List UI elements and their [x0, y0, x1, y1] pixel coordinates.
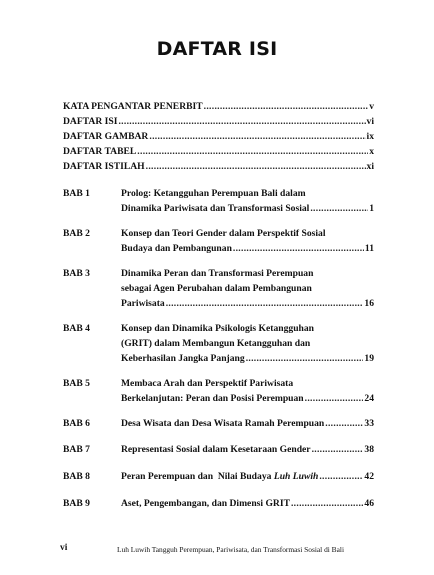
chapter-number: BAB 5 [63, 378, 90, 389]
dot-leader [233, 243, 364, 254]
entry-page: x [369, 146, 374, 157]
entry-label: DAFTAR TABEL [63, 146, 137, 157]
chapter-page: 1 [369, 203, 374, 214]
chapter-title-line: Peran Perempuan dan Nilai Budaya [121, 471, 272, 482]
dot-leader [291, 498, 363, 509]
entry-label: DAFTAR ISI [63, 116, 118, 127]
entry-page: vi [366, 116, 374, 127]
chapter-last-line [121, 353, 374, 364]
chapter-title-line: Desa Wisata dan Desa Wisata Ramah Perempuan [121, 418, 325, 429]
footer-page-number: vi [60, 543, 68, 553]
toc-entry-daftar-tabel[interactable] [63, 146, 374, 157]
chapter-page: 33 [364, 418, 374, 429]
entry-page: ix [366, 131, 374, 142]
chapter-page: 19 [364, 353, 374, 364]
chapter-number: BAB 6 [63, 418, 90, 429]
chapter-title-line: sebagai Agen Perubahan dalam Pembangunan [121, 283, 312, 294]
chapter-title-line: Konsep dan Dinamika Psikologis Ketangguhan [121, 323, 314, 334]
chapter-title-line: Aset, Pengembangan, dan Dimensi GRIT [121, 498, 290, 509]
chapter-last-line [121, 393, 374, 404]
dot-leader [204, 101, 369, 112]
entry-label: KATA PENGANTAR PENERBIT [63, 101, 203, 112]
dot-leader [312, 444, 364, 455]
chapter-number: BAB 7 [63, 444, 90, 455]
chapter-page: 11 [364, 243, 374, 254]
chapter-page: 42 [364, 471, 374, 482]
dot-leader [166, 298, 364, 309]
chapter-number: BAB 3 [63, 268, 90, 279]
dot-leader [146, 161, 366, 172]
chapter-last-line [121, 298, 374, 309]
chapter-title-line: Konsep dan Teori Gender dalam Perspektif Sosial [121, 228, 326, 239]
chapter-title-line: (GRIT) dalam Membangun Ketangguhan dan [121, 338, 311, 349]
chapter-title-line: Dinamika Peran dan Transformasi Perempuan [121, 268, 314, 279]
toc-entry-daftar-gambar[interactable] [63, 131, 374, 142]
entry-label: DAFTAR ISTILAH [63, 161, 145, 172]
chapter-number: BAB 1 [63, 188, 90, 199]
chapter-last-line [121, 203, 374, 214]
entry-label: DAFTAR GAMBAR [63, 131, 149, 142]
chapter-number: BAB 2 [63, 228, 90, 239]
chapter-title-line: Dinamika Pariwisata dan Transformasi Sosial [121, 203, 310, 214]
chapter-last-line [121, 471, 374, 482]
chapter-number: BAB 8 [63, 471, 90, 482]
dot-leader [310, 203, 368, 214]
entry-page: v [369, 101, 374, 112]
chapter-page: 16 [364, 298, 374, 309]
dot-leader [305, 393, 364, 404]
chapter-title-line: Prolog: Ketangguhan Perempuan Bali dalam [121, 188, 306, 199]
dot-leader [319, 471, 363, 482]
dot-leader [118, 116, 365, 127]
chapter-page: 46 [364, 498, 374, 509]
page-title: DAFTAR ISI [156, 38, 278, 60]
dot-leader [149, 131, 365, 142]
dot-leader [325, 418, 363, 429]
entry-page: xi [366, 161, 374, 172]
chapter-title-line: Keberhasilan Jangka Panjang [121, 353, 245, 364]
chapter-title-line: Membaca Arah dan Perspektif Pariwisata [121, 378, 294, 389]
toc-entry-daftar-isi[interactable] [63, 116, 374, 127]
chapter-title-italic: Luh Luwih [273, 471, 319, 482]
chapter-page: 24 [364, 393, 374, 404]
toc-entry-kata-pengantar[interactable] [63, 101, 374, 112]
chapter-title-line: Budaya dan Pembangunan [121, 243, 232, 254]
chapter-title-line: Pariwisata [121, 298, 165, 309]
chapter-last-line [121, 498, 374, 509]
chapter-title-line: Representasi Sosial dalam Kesetaraan Gender [121, 444, 311, 455]
chapter-number: BAB 9 [63, 498, 90, 509]
chapter-last-line [121, 418, 374, 429]
toc-entry-daftar-istilah[interactable] [63, 161, 374, 172]
chapter-last-line [121, 243, 374, 254]
chapter-title-line: Berkelanjutan: Peran dan Posisi Perempuan [121, 393, 304, 404]
chapter-number: BAB 4 [63, 323, 90, 334]
dot-leader [137, 146, 368, 157]
chapter-page: 38 [364, 444, 374, 455]
chapter-last-line [121, 444, 374, 455]
footer-running-title: Luh Luwih Tangguh Perempuan, Pariwisata, dan Transformasi Sosial di Bali [117, 545, 344, 554]
dot-leader [246, 353, 364, 364]
